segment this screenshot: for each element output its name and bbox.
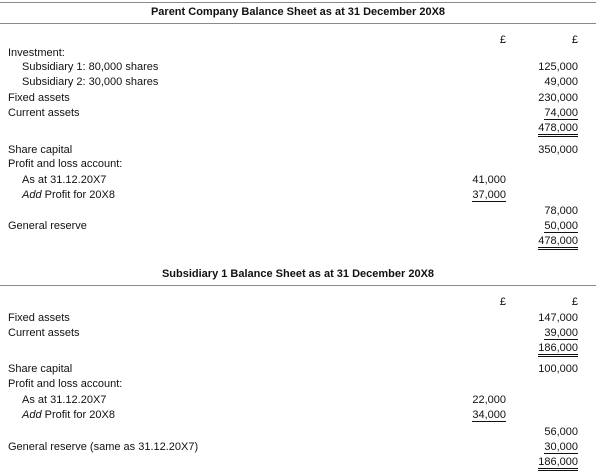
total-assets-value: 478,000 xyxy=(508,122,578,134)
add-profit-label: Add Profit for 20X8 xyxy=(22,409,115,421)
fixed-assets-value: 230,000 xyxy=(538,92,578,104)
pl-label: Profit and loss account: xyxy=(8,158,123,170)
share-capital-value: 350,000 xyxy=(538,144,578,156)
current-assets-value: 74,000 xyxy=(544,107,578,119)
general-reserve-label: General reserve (same as 31.12.20X7) xyxy=(8,441,199,453)
general-reserve-value: 30,000 xyxy=(544,441,578,453)
subsidiary-title: Subsidiary 1 Balance Sheet as at 31 December 20X8 xyxy=(161,268,435,280)
col2-header: £ xyxy=(571,296,578,308)
current-assets-label: Current assets xyxy=(8,107,80,119)
title-rule xyxy=(0,285,596,286)
top-rule xyxy=(0,2,596,3)
sub1-value: 125,000 xyxy=(538,61,578,73)
grand-total-value: 478,000 xyxy=(508,235,578,247)
general-reserve-label: General reserve xyxy=(8,220,87,232)
current-assets-label: Current assets xyxy=(8,327,80,339)
sub1-label: Subsidiary 1: 80,000 shares xyxy=(22,61,159,73)
title-rule xyxy=(0,23,596,24)
investment-label: Investment: xyxy=(8,47,65,59)
pl-total-value: 78,000 xyxy=(544,205,578,217)
current-assets-value: 39,000 xyxy=(544,327,578,339)
general-reserve-value: 50,000 xyxy=(544,220,578,232)
pl-label: Profit and loss account: xyxy=(8,378,123,390)
as-at-value: 41,000 xyxy=(472,174,506,186)
share-capital-label: Share capital xyxy=(8,144,73,156)
fixed-assets-value: 147,000 xyxy=(538,312,578,324)
pl-total-value: 56,000 xyxy=(544,426,578,438)
as-at-value: 22,000 xyxy=(472,394,506,406)
as-at-label: As at 31.12.20X7 xyxy=(22,174,107,186)
add-profit-value: 34,000 xyxy=(472,409,506,421)
add-profit-label: Add Profit for 20X8 xyxy=(22,189,115,201)
fixed-assets-label: Fixed assets xyxy=(8,312,70,324)
as-at-label: As at 31.12.20X7 xyxy=(22,394,107,406)
col1-header: £ xyxy=(499,34,506,46)
parent-title: Parent Company Balance Sheet as at 31 December 20X8 xyxy=(150,6,446,18)
col2-header: £ xyxy=(571,34,578,46)
add-profit-value: 37,000 xyxy=(472,189,506,201)
grand-total-value: 186,000 xyxy=(508,456,578,468)
total-assets-value: 186,000 xyxy=(508,342,578,354)
col1-header: £ xyxy=(499,296,506,308)
share-capital-label: Share capital xyxy=(8,363,73,375)
sub2-value: 49,000 xyxy=(544,76,578,88)
share-capital-value: 100,000 xyxy=(538,363,578,375)
sub2-label: Subsidiary 2: 30,000 shares xyxy=(22,76,159,88)
fixed-assets-label: Fixed assets xyxy=(8,92,70,104)
